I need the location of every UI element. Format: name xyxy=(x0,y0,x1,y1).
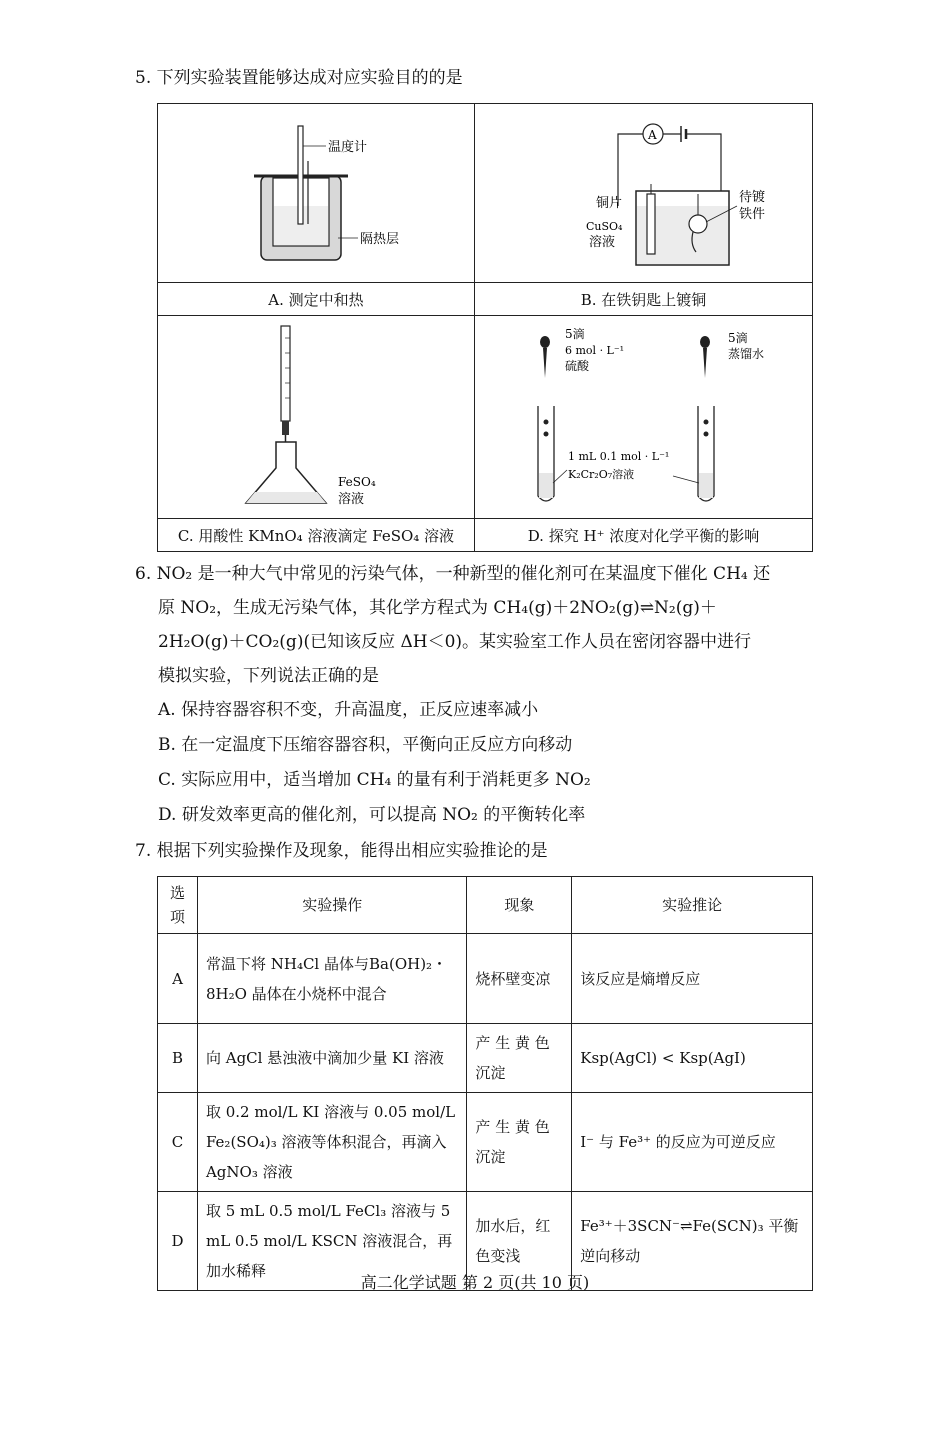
iron-key xyxy=(689,215,707,233)
row-operation: 取 0.2 mol/L KI 溶液与 0.05 mol/L Fe₂(SO₄)₃ 溶液等体积混合，再滴入 AgNO₃ 溶液 xyxy=(197,1093,466,1192)
stopcock xyxy=(282,421,289,435)
figure-c-cell xyxy=(158,316,475,519)
row-option: A xyxy=(158,934,198,1024)
label-item-1: 待镀 xyxy=(739,190,766,205)
left-drop-3: 硫酸 xyxy=(565,358,590,373)
row-inference: 该反应是熵增反应 xyxy=(572,934,813,1024)
q5-stem: 5. 下列实验装置能够达成对应实验目的的是 xyxy=(135,68,463,88)
table-row xyxy=(158,934,813,1024)
electroplating-diagram xyxy=(493,106,793,276)
ammeter-label: A xyxy=(648,128,658,142)
header-option: 选项 xyxy=(158,877,198,934)
header-phenomenon: 现象 xyxy=(467,877,572,934)
label-cuso4-1: CuSO₄ xyxy=(586,220,623,233)
burette xyxy=(281,326,290,421)
row-operation: 向 AgCl 悬浊液中滴加少量 KI 溶液 xyxy=(197,1024,466,1093)
right-drop-2: 蒸馏水 xyxy=(728,346,765,361)
row-inference: Ksp(AgCl) < Ksp(AgI) xyxy=(572,1024,813,1093)
label-insulation: 隔热层 xyxy=(359,232,399,247)
left-drop-2: 6 mol · L⁻¹ xyxy=(565,343,625,357)
row-inference: Fe³⁺＋3SCN⁻⇌Fe(SCN)₃ 平衡逆向移动 xyxy=(572,1192,813,1291)
q6-line-4: 模拟实验，下列说法正确的是 xyxy=(158,666,379,686)
header-inference: 实验推论 xyxy=(572,877,813,934)
row-operation: 取 5 mL 0.5 mol/L FeCl₃ 溶液与 5 mL 0.5 mol/L KSCN 溶液混合，再加水稀释 xyxy=(197,1192,466,1291)
label-feso4-2: 溶液 xyxy=(337,491,364,507)
row-phenomenon: 产 生 黄 色 沉淀 xyxy=(467,1093,572,1192)
label-item-2: 铁件 xyxy=(739,207,766,222)
tube-label-1: 1 mL 0.1 mol · L⁻¹ xyxy=(568,449,670,463)
dropper-left xyxy=(540,336,550,348)
left-drop-1: 5滴 xyxy=(565,326,586,341)
page-footer: 高二化学试题 第 2 页(共 10 页) xyxy=(360,1273,590,1292)
right-drop-1: 5滴 xyxy=(728,330,749,345)
q6-option-b: B. 在一定温度下压缩容器容积，平衡向正反应方向移动 xyxy=(158,735,573,755)
thermometer xyxy=(298,126,303,224)
row-option: D xyxy=(158,1192,198,1291)
q6-option-c: C. 实际应用中，适当增加 CH₄ 的量有利于消耗更多 NO₂ xyxy=(158,770,591,790)
label-copper: 铜片 xyxy=(596,196,623,211)
row-option: C xyxy=(158,1093,198,1192)
row-phenomenon: 产 生 黄 色 沉淀 xyxy=(467,1024,572,1093)
q6-line-3: 2H₂O(g)＋CO₂(g)(已知该反应 ΔH＜0)。某实验室工作人员在密闭容器中进行 xyxy=(158,632,752,652)
q5-apparatus-table xyxy=(157,103,813,552)
row-inference: I⁻ 与 Fe³⁺ 的反应为可逆反应 xyxy=(572,1093,813,1192)
q6-option-d: D. 研发效率更高的催化剂，可以提高 NO₂ 的平衡转化率 xyxy=(158,805,586,825)
caption-a: A. 测定中和热 xyxy=(158,283,475,316)
table-row xyxy=(158,1024,813,1093)
row-operation: 常温下将 NH₄Cl 晶体与Ba(OH)₂・8H₂O 晶体在小烧杯中混合 xyxy=(197,934,466,1024)
equilibrium-diagram xyxy=(483,318,803,513)
dropper-right xyxy=(700,336,710,348)
caption-d: D. 探究 H⁺ 浓度对化学平衡的影响 xyxy=(474,519,812,552)
q7-table xyxy=(157,876,813,1291)
caption-b: B. 在铁钥匙上镀铜 xyxy=(474,283,812,316)
label-cuso4-2: 溶液 xyxy=(589,235,616,250)
figure-b-cell xyxy=(474,104,812,283)
copper-plate xyxy=(647,194,655,254)
header-operation: 实验操作 xyxy=(197,877,466,934)
titration-diagram xyxy=(166,318,466,513)
row-phenomenon: 加水后，红色变浅 xyxy=(467,1192,572,1291)
tube-label-2: K₂Cr₂O₇溶液 xyxy=(568,467,635,481)
q6-line-1: 6. NO₂ 是一种大气中常见的污染气体，一种新型的催化剂可在某温度下催化 CH₄ 还 xyxy=(135,564,771,584)
figure-d-cell xyxy=(474,316,812,519)
caption-c: C. 用酸性 KMnO₄ 溶液滴定 FeSO₄ 溶液 xyxy=(158,519,475,552)
q6-line-2: 原 NO₂，生成无污染气体，其化学方程式为 CH₄(g)＋2NO₂(g)⇌N₂(g)＋ xyxy=(158,598,717,618)
figure-a-cell xyxy=(158,104,475,283)
row-option: B xyxy=(158,1024,198,1093)
row-phenomenon: 烧杯壁变凉 xyxy=(467,934,572,1024)
label-thermometer: 温度计 xyxy=(327,140,367,155)
calorimeter-diagram xyxy=(166,106,466,276)
label-feso4-1: FeSO₄ xyxy=(337,474,376,489)
q6-option-a: A. 保持容器容积不变，升高温度，正反应速率减小 xyxy=(158,700,539,720)
table-row xyxy=(158,1093,813,1192)
q7-stem: 7. 根据下列实验操作及现象，能得出相应实验推论的是 xyxy=(135,841,548,861)
